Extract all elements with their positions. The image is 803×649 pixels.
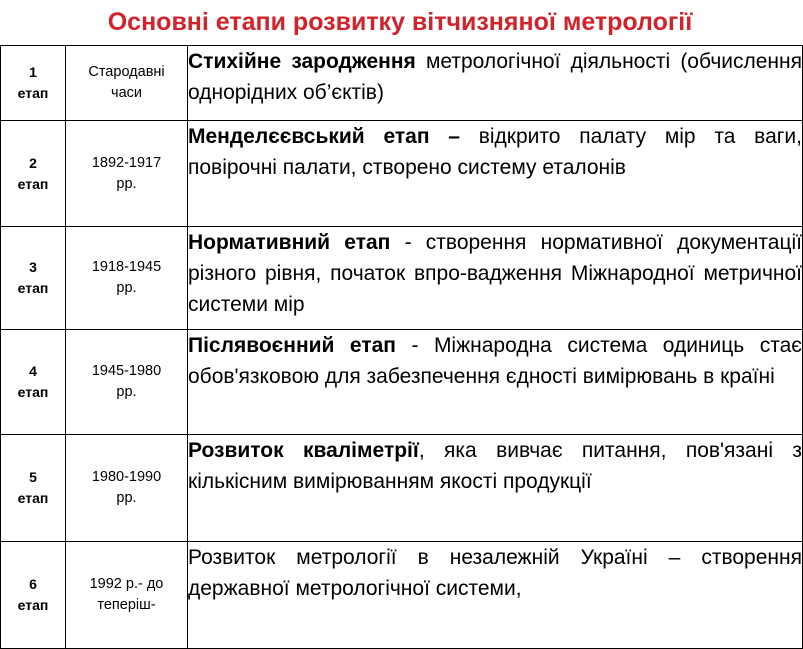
description-cell (188, 542, 803, 649)
description-text: метрологічної діяльності (обчислення однорідних об’єктів) (188, 50, 802, 104)
period-cell (66, 542, 188, 649)
period-line-1: 1892-1917 (91, 154, 162, 171)
table-row (1, 227, 803, 330)
period-line-1: 1980-1990 (91, 469, 162, 485)
table-row (1, 121, 803, 227)
description-cell (188, 121, 803, 227)
period-line-2: рр. (116, 490, 137, 506)
description-cell (188, 330, 803, 435)
period-cell (66, 121, 188, 227)
period-cell (66, 227, 188, 330)
period-line-2: часи (111, 85, 142, 101)
description-lead: Менделєєвський етап – (188, 125, 460, 148)
description-lead: Стихійне зародження (188, 50, 416, 73)
period-line-2: рр. (116, 384, 137, 400)
stage-word: етап (17, 597, 49, 613)
stage-word: етап (17, 490, 49, 506)
description-cell (188, 46, 803, 121)
period-line-1: 1945-1980 (91, 363, 162, 379)
description-cell (188, 435, 803, 542)
stage-cell (1, 121, 66, 227)
period-cell (66, 435, 188, 542)
stage-cell (1, 227, 66, 330)
stage-cell (1, 46, 66, 121)
description-lead: Післявоєнний етап (188, 334, 396, 357)
table-row (1, 542, 803, 649)
stage-number: 2 (29, 154, 37, 171)
description-cell (188, 227, 803, 330)
period-line-1: 1918-1945 (91, 259, 162, 275)
description-text: відкрито палату мір та ваги, повірочні палати, створено систему еталонів (188, 125, 803, 179)
stage-word: етап (17, 384, 49, 400)
stage-cell (1, 542, 66, 649)
period-cell (66, 46, 188, 121)
stage-cell (1, 330, 66, 435)
table-row (1, 330, 803, 435)
period-line-2: теперіш- (97, 597, 156, 613)
stage-number: 3 (29, 259, 37, 275)
stage-number: 5 (29, 469, 37, 485)
description-text: - Міжнародна система одиниць стає обов'язковою для забезпечення єдності вимірювань в країні (188, 334, 802, 388)
table-row (1, 435, 803, 542)
stage-word: етап (17, 85, 49, 101)
stage-number: 1 (29, 64, 37, 80)
description-lead: Нормативний етап (188, 231, 391, 254)
description-text: , яка вивчає питання, пов'язані з кількісним вимірюванням якості продукції (188, 439, 802, 493)
table-row (1, 46, 803, 121)
stage-word: етап (17, 175, 49, 192)
period-line-2: рр. (116, 280, 137, 296)
stage-number: 4 (29, 363, 37, 379)
stage-number: 6 (29, 576, 37, 592)
description-text: - створення нормативної документації різного рівня, початок впро-вадження Міжнародної метричної системи мір (188, 231, 802, 316)
stage-word: етап (17, 280, 49, 296)
stages-table (0, 45, 803, 649)
period-line-2: рр. (116, 175, 137, 192)
stage-cell (1, 435, 66, 542)
page-title: Основні етапи розвитку вітчизняної метрології (107, 8, 693, 36)
period-cell (66, 330, 188, 435)
period-line-1: 1992 р.- до (89, 576, 164, 592)
description-lead: Розвиток кваліметрії (188, 439, 419, 462)
period-line-1: Стародавні (88, 64, 165, 80)
description-text: Розвиток метрології в незалежній Україні – створення державної метрологічної системи, (188, 546, 802, 600)
